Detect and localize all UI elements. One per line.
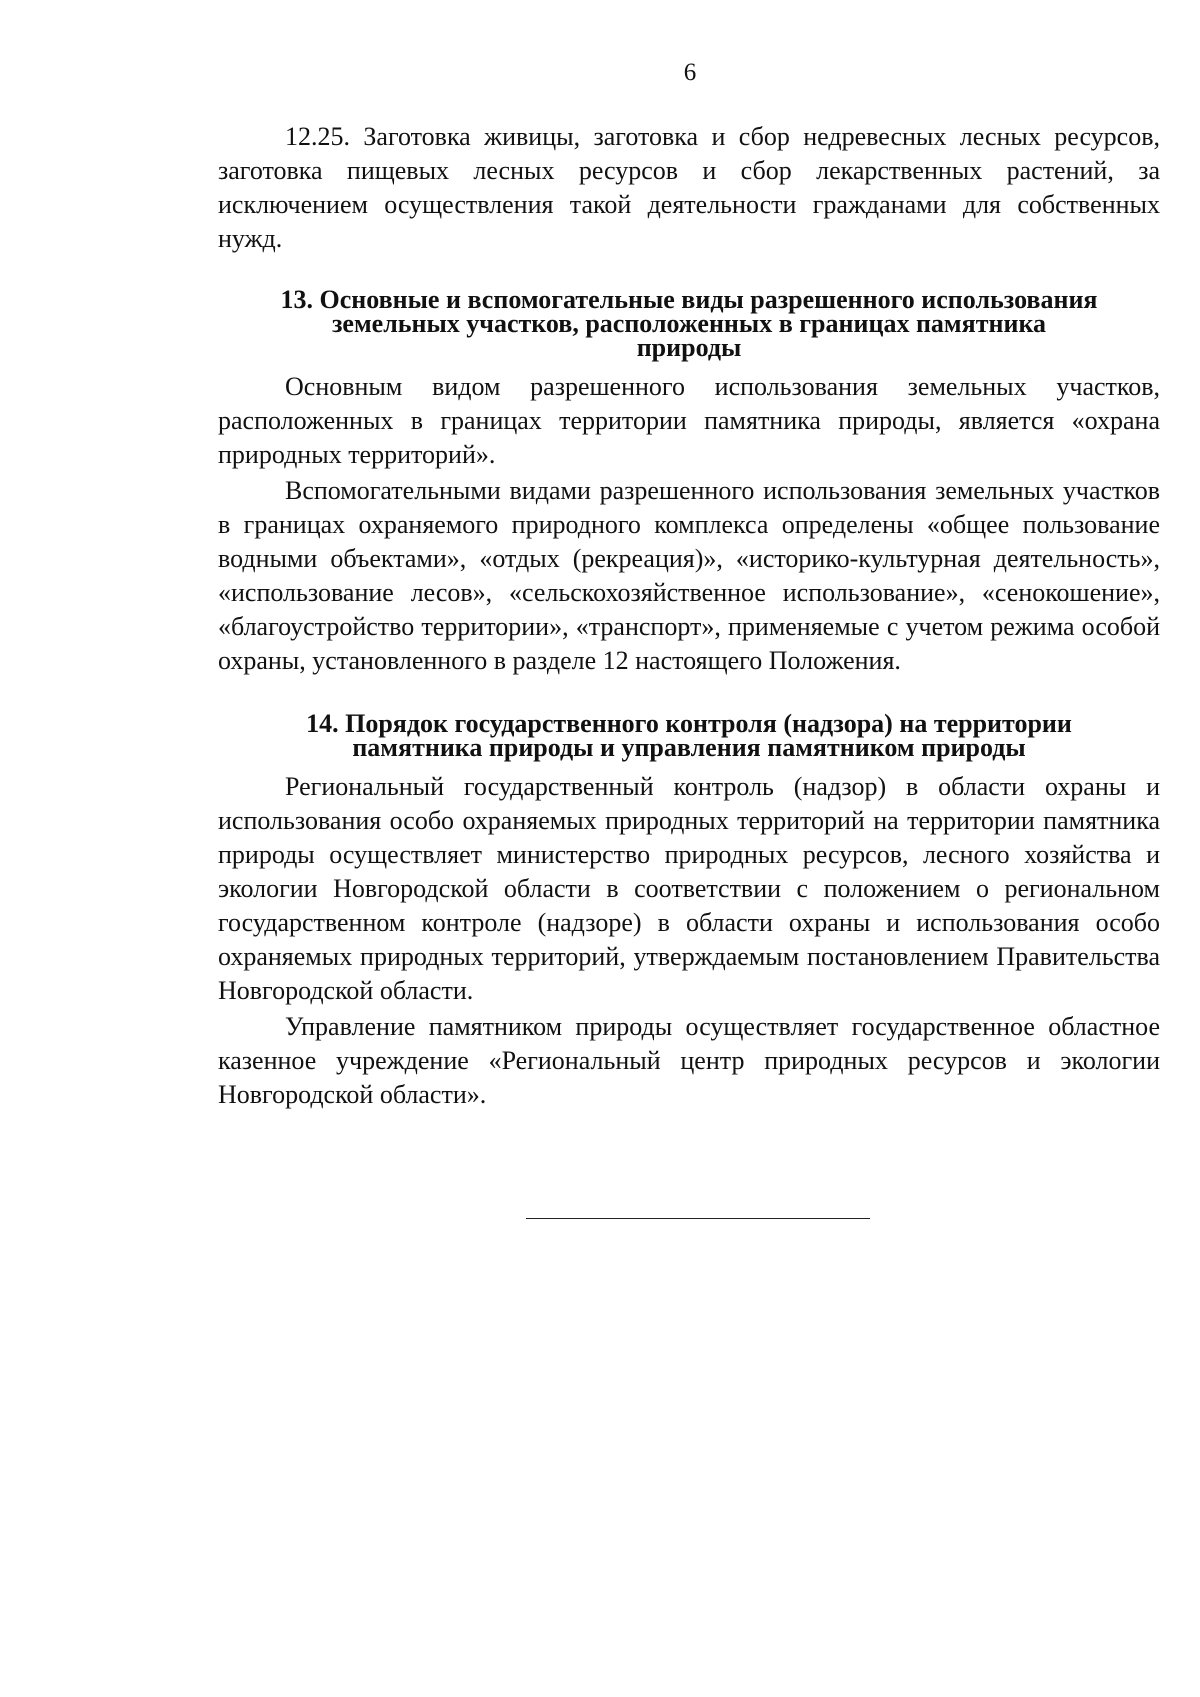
section-14-heading bbox=[218, 709, 1160, 762]
section-13-paragraph-auxiliary-use: Вспомогательными видами разрешенного использования земельных участков в границах охраняемого природного комплекса определены «общее пользование водными объектами», «отдых (рекреация)», «историко-культурная деятельность», «использование лесов», «сельскохозяйственное использование», «сенокошение», «благоустройство территории», «транспорт», применяемые с учетом режима особой охраны, установленного в разделе 12 настоящего Положения. bbox=[218, 476, 1160, 675]
section-13-heading-line: 13. Основные и вспомогательные виды разрешенного использования bbox=[280, 285, 1098, 314]
page-number: 6 bbox=[683, 59, 697, 86]
section-14-heading-line: 14. Порядок государственного контроля (надзора) на территории bbox=[306, 709, 1072, 738]
section-13-heading-line: природы bbox=[636, 333, 742, 362]
section-13-heading bbox=[218, 285, 1160, 362]
section-13-paragraph-main-use: Основным видом разрешенного использования земельных участков, расположенных в границах территории памятника природы, является «охрана природных территорий». bbox=[218, 372, 1160, 469]
section-14-heading-line: памятника природы и управления памятником природы bbox=[352, 733, 1026, 762]
section-14-paragraph-management: Управление памятником природы осуществляет государственное областное казенное учреждение «Региональный центр природных ресурсов и экологии Новгородской области». bbox=[218, 1012, 1160, 1109]
section-13-heading-line: земельных участков, расположенных в границах памятника bbox=[331, 309, 1047, 338]
paragraph-12-25: 12.25. Заготовка живицы, заготовка и сбор недревесных лесных ресурсов, заготовка пищевых лесных ресурсов и сбор лекарственных растений, за исключением осуществления такой деятельности гражданами для собственных нужд. bbox=[218, 122, 1160, 253]
section-14-paragraph-control: Региональный государственный контроль (надзор) в области охраны и использования особо охраняемых природных территорий на территории памятника природы осуществляет министерство природных ресурсов, лесного хозяйства и экологии Новгородской области в соответствии с положением о региональном государственном контроле (надзоре) в области охраны и использования особо охраняемых природных территорий, утверждаемым постановлением Правительства Новгородской области. bbox=[218, 772, 1160, 1005]
end-of-document-rule bbox=[526, 1218, 870, 1219]
document-body bbox=[218, 120, 1160, 1112]
